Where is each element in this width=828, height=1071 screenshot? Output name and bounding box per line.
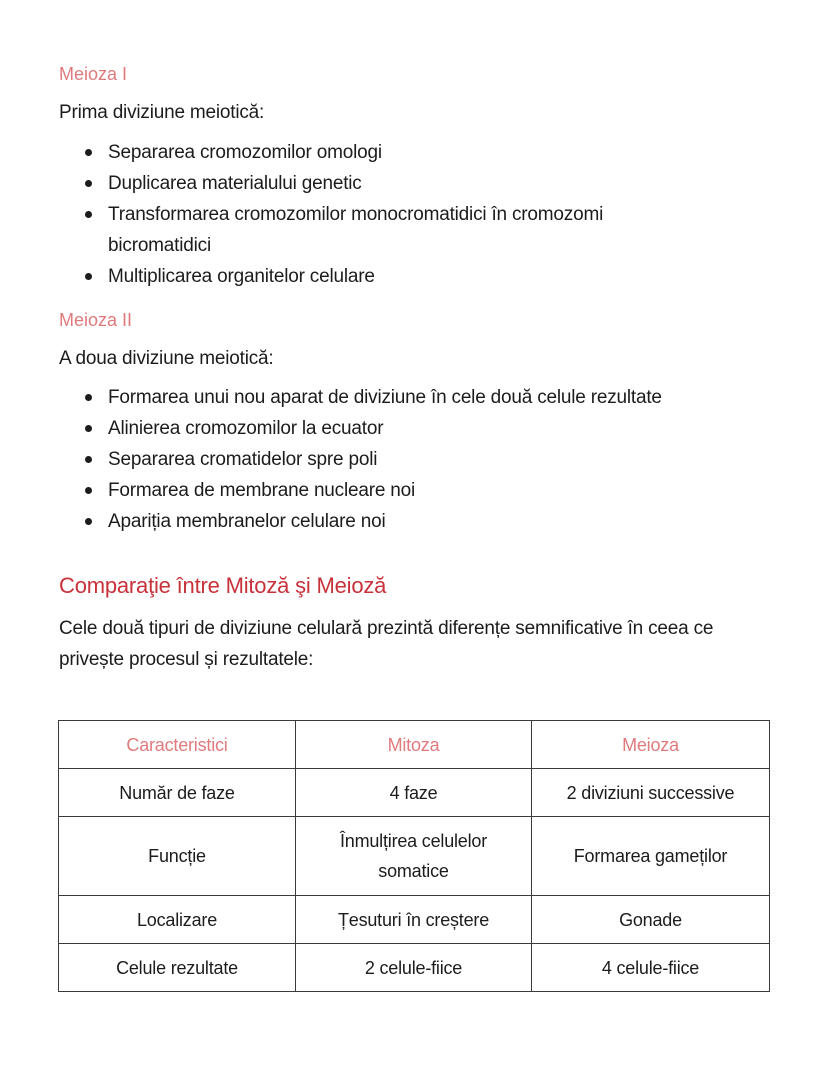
list-item [59, 137, 719, 168]
list-item-text: Duplicarea materialului genetic [108, 173, 362, 194]
table-row [59, 817, 770, 896]
table-cell: Gonade [532, 896, 770, 944]
list-item [59, 413, 771, 444]
table-row [59, 769, 770, 817]
table-cell: 4 faze [296, 769, 532, 817]
list-item-text: Formarea unui nou aparat de diviziune în cele două celule rezultate [108, 387, 662, 408]
comparison-table [58, 720, 770, 992]
meioza-2-list [59, 382, 771, 537]
table-row [59, 944, 770, 992]
bullet-icon [85, 394, 92, 401]
list-item-text: Transformarea cromozomilor monocromatidici în cromozomi bicromatidici [108, 204, 604, 256]
table-header-cell: Caracteristici [59, 721, 296, 769]
bullet-icon [85, 425, 92, 432]
list-item-text: Alinierea cromozomilor la ecuator [108, 418, 384, 439]
comparison-intro: Cele două tipuri de diviziune celulară prezintă diferențe semnificative în ceea ce privește procesul și rezultatele: [59, 618, 714, 670]
table-cell: 4 celule-fiice [532, 944, 770, 992]
list-item-text: Multiplicarea organitelor celulare [108, 266, 375, 287]
list-item [59, 506, 771, 537]
meioza-2-heading: Meioza II [59, 310, 133, 330]
bullet-icon [85, 180, 92, 187]
bullet-icon [85, 273, 92, 280]
list-item [59, 444, 771, 475]
list-item [59, 168, 719, 199]
table-cell: 2 celule-fiice [296, 944, 532, 992]
meioza-2-intro: A doua diviziune meiotică: [59, 348, 274, 369]
table-header-cell: Meioza [532, 721, 770, 769]
table-header-row [59, 721, 770, 769]
list-item [59, 475, 771, 506]
list-item [59, 199, 719, 261]
bullet-icon [85, 211, 92, 218]
list-item [59, 382, 771, 413]
list-item-text: Separarea cromozomilor omologi [108, 142, 382, 163]
table-cell: 2 diviziuni successive [532, 769, 770, 817]
bullet-icon [85, 487, 92, 494]
meioza-1-intro: Prima diviziune meiotică: [59, 102, 265, 123]
bullet-icon [85, 149, 92, 156]
table-cell: Funcție [59, 817, 296, 896]
table-header-cell: Mitoza [296, 721, 532, 769]
table-cell: Înmulțirea celulelor somatice [296, 817, 532, 896]
table-cell: Celule rezultate [59, 944, 296, 992]
table-cell: Localizare [59, 896, 296, 944]
meioza-1-heading: Meioza I [59, 64, 128, 84]
table-cell: Țesuturi în creștere [296, 896, 532, 944]
meioza-1-list [59, 137, 719, 292]
list-item-text: Formarea de membrane nucleare noi [108, 480, 416, 501]
comparison-title: Comparaţie între Mitoză şi Meioză [59, 573, 387, 598]
bullet-icon [85, 518, 92, 525]
table-cell: Număr de faze [59, 769, 296, 817]
list-item-text: Separarea cromatidelor spre poli [108, 449, 378, 470]
list-item-text: Apariția membranelor celulare noi [108, 511, 386, 532]
table-row [59, 896, 770, 944]
table-cell: Formarea gameților [532, 817, 770, 896]
list-item [59, 261, 719, 292]
bullet-icon [85, 456, 92, 463]
